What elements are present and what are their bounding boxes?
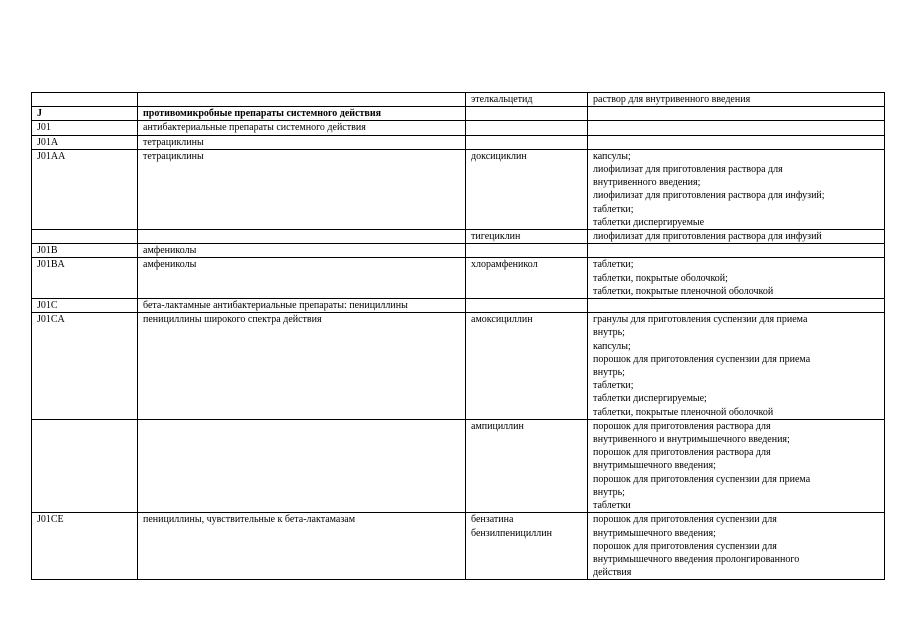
table-row	[32, 299, 885, 313]
group-name-cell: тетрациклины	[138, 149, 466, 229]
atc-code-cell: J01BA	[32, 258, 138, 299]
table-row	[32, 419, 885, 512]
table-row	[32, 513, 885, 580]
dosage-form-cell: порошок для приготовления суспензии для внутримышечного введения; порошок для приготовления суспензии для внутримышечного введения пролонгированного действия	[588, 513, 885, 580]
dosage-form-cell	[588, 107, 885, 121]
group-name-cell: тетрациклины	[138, 135, 466, 149]
drug-name-cell	[466, 121, 588, 135]
atc-code-cell: J01	[32, 121, 138, 135]
dosage-form-cell: порошок для приготовления раствора для внутривенного и внутримышечного введения; порошок для приготовления раствора для внутримышечного введения; порошок для приготовления суспензии для приема внутрь; таблетки	[588, 419, 885, 512]
atc-code-cell	[32, 230, 138, 244]
atc-code-cell: J01CE	[32, 513, 138, 580]
drug-name-cell: бензатина бензилпенициллин	[466, 513, 588, 580]
dosage-form-cell	[588, 121, 885, 135]
dosage-form-cell: лиофилизат для приготовления раствора для инфузий	[588, 230, 885, 244]
drug-table-body	[32, 93, 885, 580]
drug-name-cell	[466, 107, 588, 121]
table-row	[32, 107, 885, 121]
table-row	[32, 244, 885, 258]
table-row	[32, 149, 885, 229]
dosage-form-cell: капсулы; лиофилизат для приготовления раствора для внутривенного введения; лиофилизат для приготовления раствора для инфузий; таблетки; таблетки диспергируемые	[588, 149, 885, 229]
drug-table	[31, 92, 885, 580]
drug-name-cell: доксициклин	[466, 149, 588, 229]
dosage-form-cell: раствор для внутривенного введения	[588, 93, 885, 107]
group-name-cell: бета-лактамные антибактериальные препараты: пенициллины	[138, 299, 466, 313]
table-row	[32, 121, 885, 135]
atc-code-cell: J01CA	[32, 313, 138, 420]
group-name-cell	[138, 93, 466, 107]
drug-name-cell: ампициллин	[466, 419, 588, 512]
atc-code-cell: J01C	[32, 299, 138, 313]
atc-code-cell: J	[32, 107, 138, 121]
atc-code-cell: J01AA	[32, 149, 138, 229]
atc-code-cell	[32, 93, 138, 107]
drug-name-cell	[466, 135, 588, 149]
drug-name-cell: хлорамфеникол	[466, 258, 588, 299]
atc-code-cell	[32, 419, 138, 512]
group-name-cell: пенициллины, чувствительные к бета-лактамазам	[138, 513, 466, 580]
drug-name-cell	[466, 299, 588, 313]
dosage-form-cell: таблетки; таблетки, покрытые оболочкой; таблетки, покрытые пленочной оболочкой	[588, 258, 885, 299]
table-row	[32, 313, 885, 420]
table-row	[32, 93, 885, 107]
dosage-form-cell	[588, 244, 885, 258]
group-name-cell: антибактериальные препараты системного действия	[138, 121, 466, 135]
group-name-cell	[138, 230, 466, 244]
group-name-cell: амфениколы	[138, 244, 466, 258]
drug-name-cell: этелкальцетид	[466, 93, 588, 107]
atc-code-cell: J01A	[32, 135, 138, 149]
table-row	[32, 230, 885, 244]
dosage-form-cell	[588, 299, 885, 313]
group-name-cell: амфениколы	[138, 258, 466, 299]
drug-name-cell: тигециклин	[466, 230, 588, 244]
group-name-cell	[138, 419, 466, 512]
dosage-form-cell	[588, 135, 885, 149]
atc-code-cell: J01B	[32, 244, 138, 258]
drug-name-cell: амоксициллин	[466, 313, 588, 420]
dosage-form-cell: гранулы для приготовления суспензии для приема внутрь; капсулы; порошок для приготовления суспензии для приема внутрь; таблетки; таблетки диспергируемые; таблетки, покрытые пленочной оболочкой	[588, 313, 885, 420]
table-row	[32, 258, 885, 299]
group-name-cell: противомикробные препараты системного действия	[138, 107, 466, 121]
drug-name-cell	[466, 244, 588, 258]
table-row	[32, 135, 885, 149]
group-name-cell: пенициллины широкого спектра действия	[138, 313, 466, 420]
